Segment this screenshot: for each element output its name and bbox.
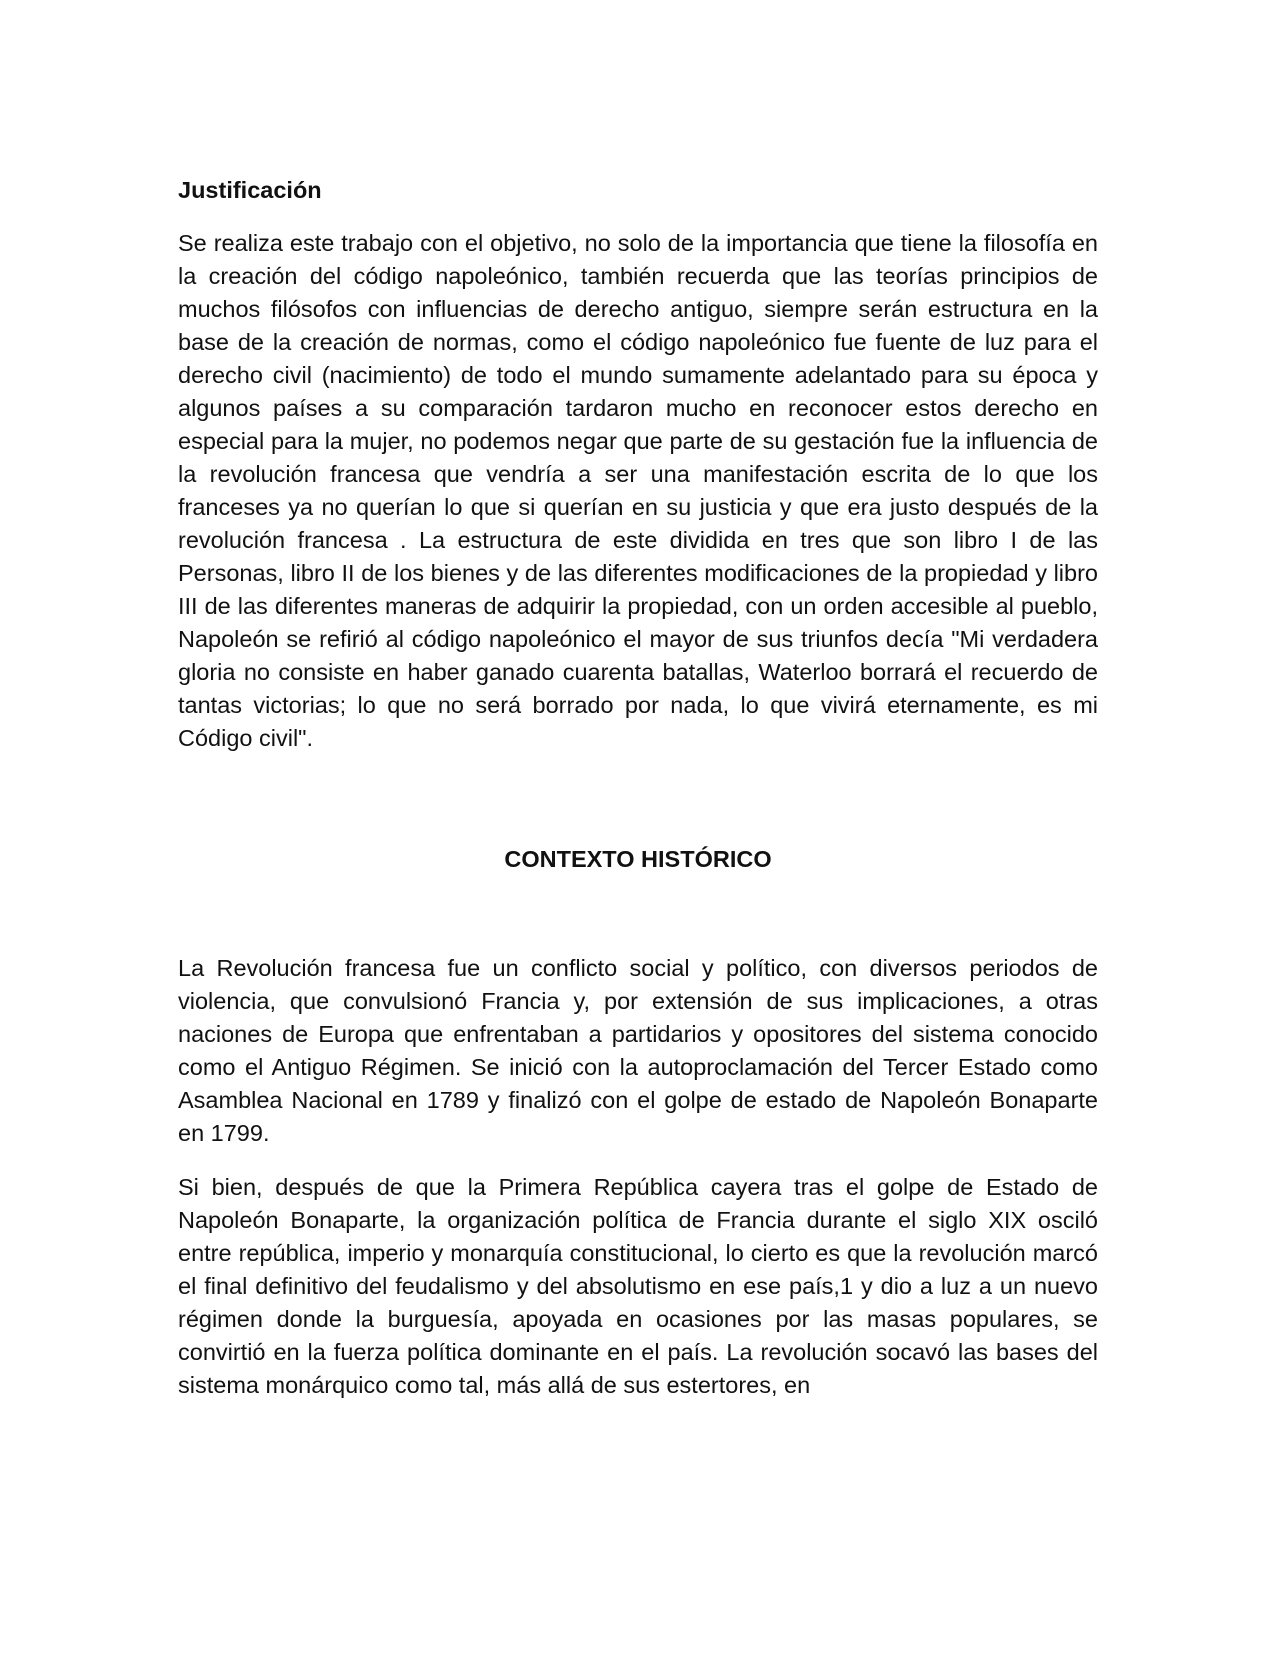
section-spacer [178, 876, 1098, 952]
history-paragraph-2: Si bien, después de que la Primera República cayera tras el golpe de Estado de Napoleón Bonaparte, la organización política de Francia durante el siglo XIX osciló entre república, imperio y monarquía constitucional, lo cierto es que la revolución marcó el final definitivo del feudalismo y del absolutismo en ese país,1 y dio a luz a un nuevo régimen donde la burguesía, apoyada en ocasiones por las masas populares, se convirtió en la fuerza política dominante en el país. La revolución socavó las bases del sistema monárquico como tal, más allá de sus estertores, en [178, 1174, 1098, 1398]
justification-heading: Justificación [178, 177, 322, 203]
history-paragraph-1: La Revolución francesa fue un conflicto social y político, con diversos periodos de violencia, que convulsionó Francia y, por extensión de sus implicaciones, a otras naciones de Europa que enfrentaban a partidarios y opositores del sistema conocido como el Antiguo Régimen. Se inició con la autoproclamación del Tercer Estado como Asamblea Nacional en 1789 y finalizó con el golpe de estado de Napoleón Bonaparte en 1799. [178, 955, 1098, 1146]
page-content [178, 174, 1098, 1402]
justification-paragraph: Se realiza este trabajo con el objetivo, no solo de la importancia que tiene la filosofía en la creación del código napoleónico, también recuerda que las teorías principios de muchos filósofos con influencias de derecho antiguo, siempre serán estructura en la base de la creación de normas, como el código napoleónico fue fuente de luz para el derecho civil (nacimiento) de todo el mundo sumamente adelantado para su época y algunos países a su comparación tardaron mucho en reconocer estos derecho en especial para la mujer, no podemos negar que parte de su gestación fue la influencia de la revolución francesa que vendría a ser una manifestación escrita de lo que los franceses ya no querían lo que si querían en su justicia y que era justo después de la revolución francesa . La estructura de este dividida en tres que son libro I de las Personas, libro II de los bienes y de las diferentes modificaciones de la propiedad y libro III de las diferentes maneras de adquirir la propiedad, con un orden accesible al pueblo, Napoleón se refirió al código napoleónico el mayor de sus triunfos decía "Mi verdadera gloria no consiste en haber ganado cuarenta batallas, Waterloo borrará el recuerdo de tantas victorias; lo que no será borrado por nada, lo que vivirá eternamente, es mi Código civil". [178, 230, 1098, 751]
section-title-contexto-historico: CONTEXTO HISTÓRICO [504, 846, 772, 872]
